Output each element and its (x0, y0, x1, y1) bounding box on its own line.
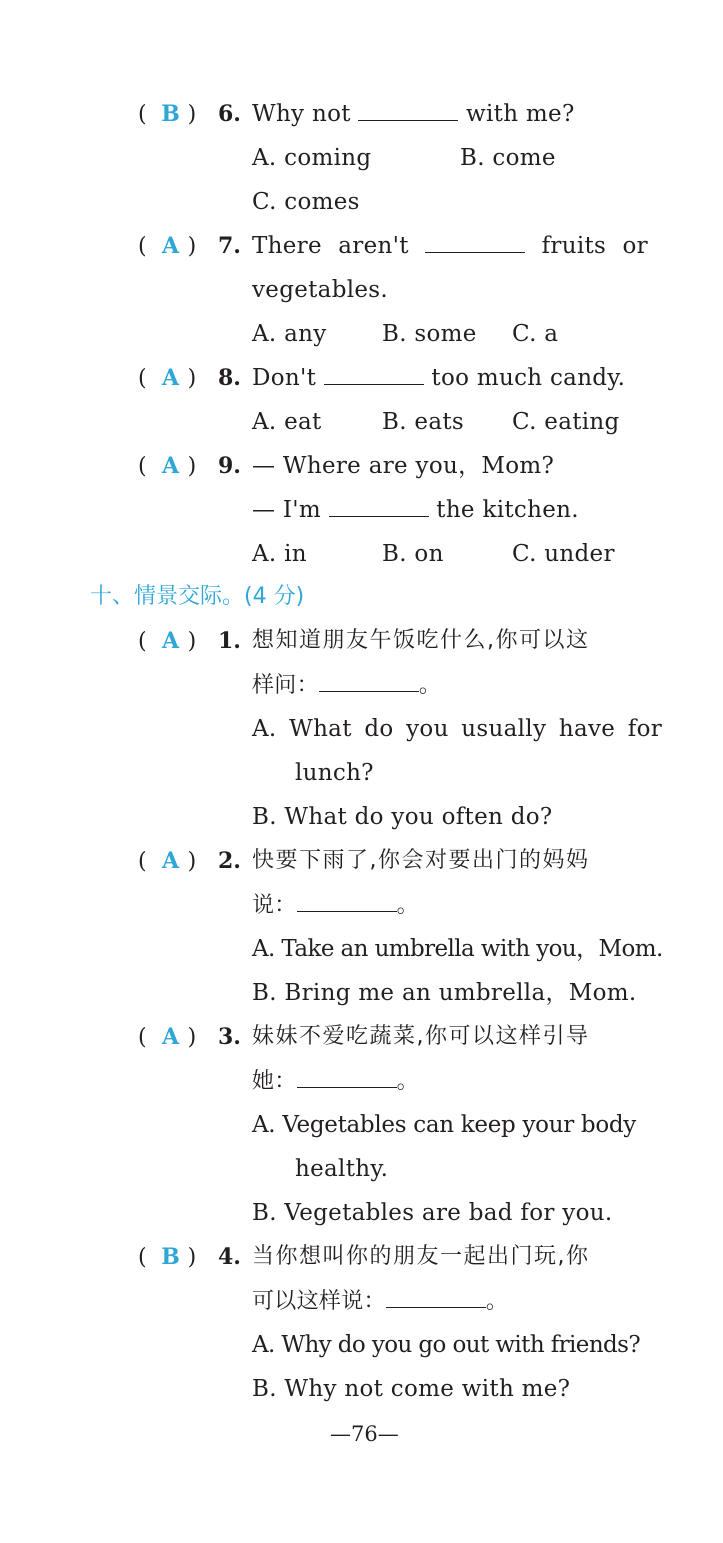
answer-blank (329, 496, 429, 517)
question-number: 3. (218, 1024, 241, 1050)
text-part: too much candy. (431, 365, 626, 391)
text-part: 。 (396, 1069, 419, 1094)
option-a: A. in (252, 541, 307, 567)
text-part: aren't (338, 233, 409, 259)
question-text-cont (252, 1287, 508, 1316)
answer-bracket: ( A ) (138, 365, 197, 391)
option-b: B. Bring me an umbrella，Mom. (252, 980, 637, 1006)
answer-letter: B (161, 101, 180, 127)
text-part: — I'm (252, 497, 322, 523)
question-text: 快要下雨了,你会对要出门的妈妈 (252, 848, 590, 873)
option-b: B. some (382, 321, 477, 347)
text-part: 。 (396, 893, 419, 918)
option-a-cont: lunch? (295, 760, 374, 786)
question-number: 1. (218, 628, 241, 654)
text-part: 。 (485, 1289, 509, 1314)
option-c: C. a (512, 321, 559, 347)
option-b: B. What do you often do? (252, 804, 553, 830)
question-text-cont (252, 1067, 419, 1096)
question-text (252, 232, 648, 260)
text-part: the kitchen. (436, 497, 579, 523)
text-part: fruits (541, 233, 607, 259)
option-c: C. under (512, 541, 615, 567)
answer-blank (324, 364, 424, 385)
answer-bracket: ( A ) (138, 233, 197, 259)
option-a-cont: healthy. (295, 1156, 389, 1182)
text-part: with me? (466, 101, 575, 127)
answer-letter: A (162, 453, 180, 479)
option-a: A. What do you usually have for (252, 716, 663, 742)
question-number: 7. (218, 233, 241, 259)
option-a: A. Vegetables can keep your body (252, 1112, 636, 1138)
question-text: 当你想叫你的朋友一起出门玩,你 (252, 1244, 590, 1269)
question-text: 妹妹不爱吃蔬菜,你可以这样引导 (252, 1024, 590, 1049)
question-number: 8. (218, 365, 241, 391)
question-text (252, 100, 575, 128)
text-part: 样问： (252, 673, 319, 698)
option-a: A. eat (252, 409, 322, 435)
answer-blank (297, 1067, 397, 1088)
answer-bracket: ( A ) (138, 1024, 197, 1050)
answer-blank (425, 232, 525, 253)
answer-blank (358, 100, 458, 121)
answer-bracket: ( A ) (138, 628, 197, 654)
text-part: 可以这样说： (252, 1289, 386, 1314)
option-a: A. any (252, 321, 327, 347)
answer-bracket: ( A ) (138, 848, 197, 874)
text-part: There (252, 233, 322, 259)
option-a: A. coming (252, 145, 372, 171)
option-c: C. eating (512, 409, 620, 435)
question-number: 9. (218, 453, 241, 479)
answer-bracket: ( B ) (138, 101, 197, 127)
text-part: Why not (252, 101, 351, 127)
answer-blank (297, 891, 397, 912)
question-number: 4. (218, 1244, 241, 1270)
question-text-cont (252, 891, 419, 920)
question-text-cont (252, 671, 441, 700)
question-text: 想知道朋友午饭吃什么,你可以这 (252, 628, 590, 653)
question-number: 2. (218, 848, 241, 874)
question-number: 6. (218, 101, 241, 127)
answer-bracket: ( B ) (138, 1244, 197, 1270)
text-part: 。 (418, 673, 442, 698)
answer-blank (386, 1287, 486, 1308)
dialogue-line-2 (252, 496, 579, 524)
option-b: B. eats (382, 409, 464, 435)
option-b: B. Vegetables are bad for you. (252, 1200, 613, 1226)
option-a: A. Take an umbrella with you，Mom. (252, 936, 663, 962)
answer-bracket: ( A ) (138, 453, 197, 479)
answer-letter: A (162, 233, 180, 259)
text-part: Don't (252, 365, 317, 391)
answer-letter: A (162, 365, 180, 391)
question-text-cont: vegetables. (252, 277, 388, 303)
answer-letter: A (162, 1024, 180, 1050)
answer-letter: B (161, 1244, 180, 1270)
text-part: or (622, 233, 648, 259)
answer-letter: A (162, 628, 180, 654)
option-b: B. come (460, 145, 556, 171)
option-a: A. Why do you go out with friends? (252, 1332, 641, 1358)
text-part: 说： (252, 893, 297, 918)
answer-blank (319, 671, 419, 692)
option-b: B. Why not come with me? (252, 1376, 571, 1402)
question-text (252, 364, 625, 392)
answer-letter: A (162, 848, 180, 874)
dialogue-line-1: — Where are you，Mom? (252, 453, 555, 479)
option-b: B. on (382, 541, 444, 567)
text-part: 她： (252, 1069, 297, 1094)
page-number: —76— (330, 1422, 399, 1446)
section-heading: 十、情景交际。(4 分) (90, 584, 305, 609)
option-c: C. comes (252, 189, 360, 215)
